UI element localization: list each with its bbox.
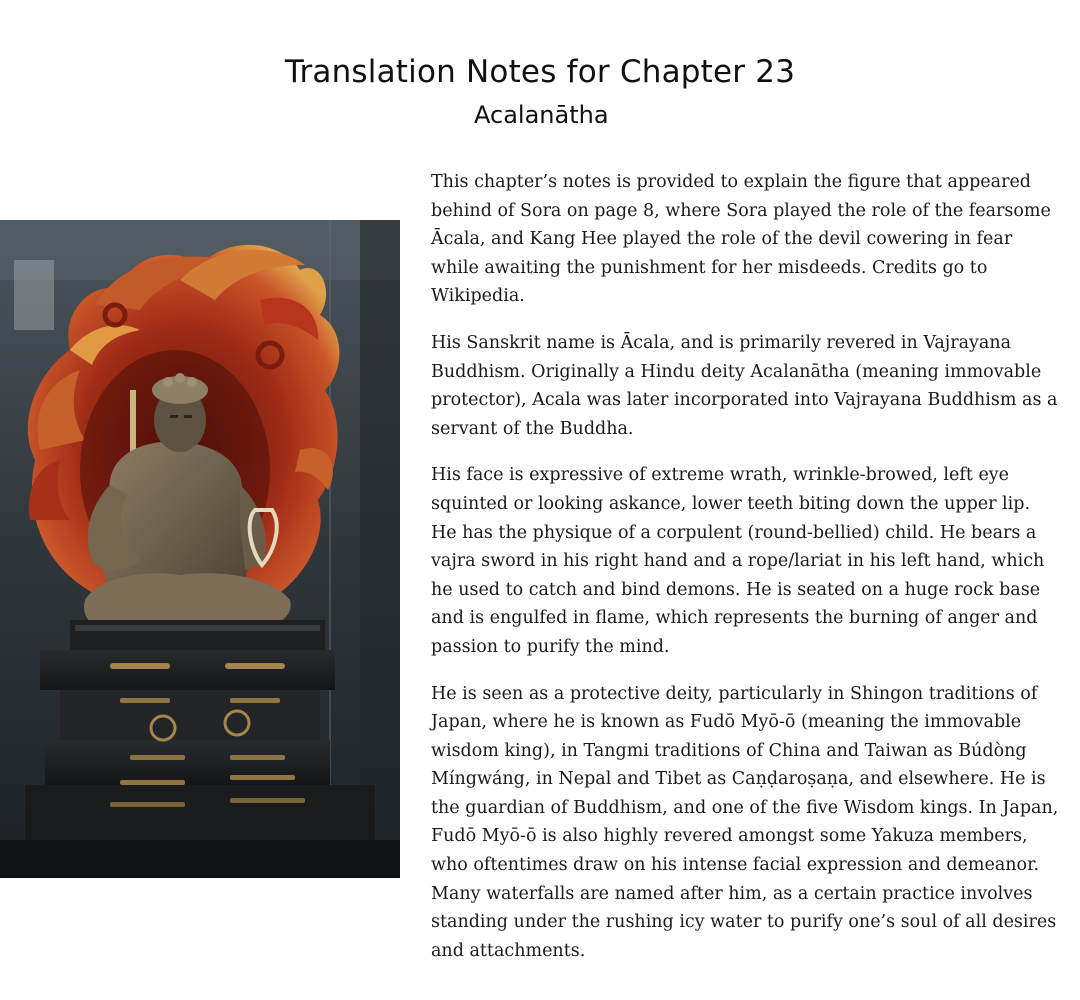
acala-statue-illustration [0, 220, 400, 878]
page-subtitle: Acalanātha [474, 101, 609, 129]
acala-statue-photo [0, 220, 400, 878]
page-title: Translation Notes for Chapter 23 [284, 54, 796, 90]
notes-body [431, 168, 1061, 983]
paragraph-sanskrit-name: His Sanskrit name is Ācala, and is primarily revered in Vajrayana Buddhism. Originally a Hindu deity Acalanātha (meaning immovable protector), Acala was later incorporated into Vajrayana Buddhism as a servant of the Buddha. [431, 332, 1058, 439]
paragraph-traditions: He is seen as a protective deity, particularly in Shingon traditions of Japan, where he is known as Fudō Myō-ō (meaning the immovable wisdom king), in Tangmi traditions of China and Taiwan as Búdòng Míngwáng, in Nepal and Tibet as Caṇḍaroṣaṇa, and elsewhere. He is the guardian of Buddhism, and one of the five Wisdom kings. In Japan, Fudō Myō-ō is also highly revered amongst some Yakuza members, who oftentimes draw on his intense facial expression and demeanor. Many waterfalls are named after him, as a certain practice involves standing under the rushing icy water to purify one’s soul of all desires and attachments. [431, 683, 1059, 961]
paragraph-appearance: His face is expressive of extreme wrath, wrinkle-browed, left eye squinted or looking askance, lower teeth biting down the upper lip. He has the physique of a corpulent (round-bellied) child. He bears a vajra sword in his right hand and a rope/lariat in his left hand, which he used to catch and bind demons. He is seated on a huge rock base and is engulfed in flame, which represents the burning of anger and passion to purify the mind. [431, 465, 1045, 657]
paragraph-intro: This chapter’s notes is provided to explain the figure that appeared behind of Sora on page 8, where Sora played the role of the fearsome Ācala, and Kang Hee played the role of the devil cowering in fear while awaiting the punishment for her misdeeds. Credits go to Wikipedia. [431, 172, 1051, 307]
